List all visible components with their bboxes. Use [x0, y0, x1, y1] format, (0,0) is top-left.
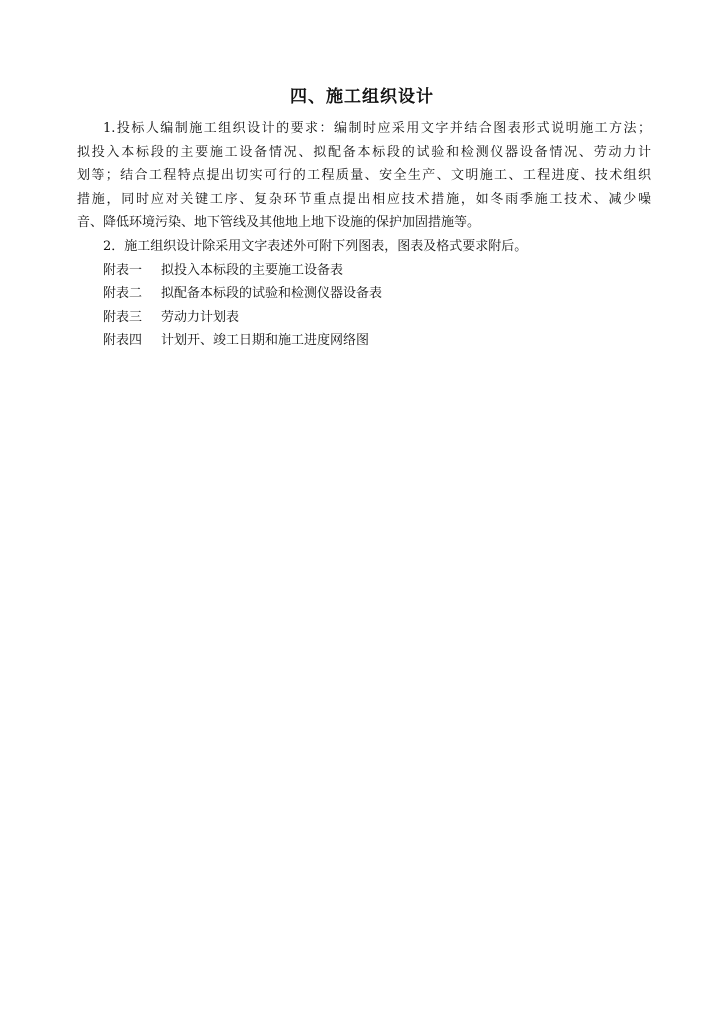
paragraph-attachments-intro: 2．施工组织设计除采用文字表述外可附下列图表，图表及格式要求附后。: [103, 238, 528, 254]
paragraph-requirements: [77, 117, 651, 235]
appendix-item: [77, 306, 651, 330]
appendix-text: 计划开、竣工日期和施工进度网络图: [161, 333, 370, 349]
section-title: 四、施工组织设计: [290, 87, 434, 107]
appendix-item: [77, 282, 651, 306]
section-body: [77, 117, 651, 353]
appendix-text: 劳动力计划表: [161, 309, 240, 325]
appendix-item: [77, 259, 651, 283]
appendix-text: 拟投入本标段的主要施工设备表: [161, 262, 344, 278]
paragraph-line: 音、降低环境污染、地下管线及其他地上地下设施的保护加固措施等。: [77, 215, 481, 231]
appendix-item: [77, 329, 651, 353]
appendix-label: 附表三: [103, 309, 143, 325]
appendix-text: 拟配备本标段的试验和检测仪器设备表: [161, 286, 383, 302]
paragraph-line: 拟投入本标段的主要施工设备情况、拟配备本标段的试验和检测仪器设备情况、劳动力计: [77, 144, 651, 160]
appendix-label: 附表一: [103, 262, 143, 278]
paragraph-line: 1.投标人编制施工组织设计的要求：编制时应采用文字并结合图表形式说明施工方法；: [103, 121, 651, 136]
paragraph-line: 划等；结合工程特点提出切实可行的工程质量、安全生产、文明施工、工程进度、技术组织: [77, 168, 651, 184]
paragraph-line: 措施，同时应对关键工序、复杂环节重点提出相应技术措施，如冬雨季施工技术、减少噪: [77, 191, 651, 207]
appendix-label: 附表四: [103, 333, 143, 349]
appendix-label: 附表二: [103, 286, 143, 302]
